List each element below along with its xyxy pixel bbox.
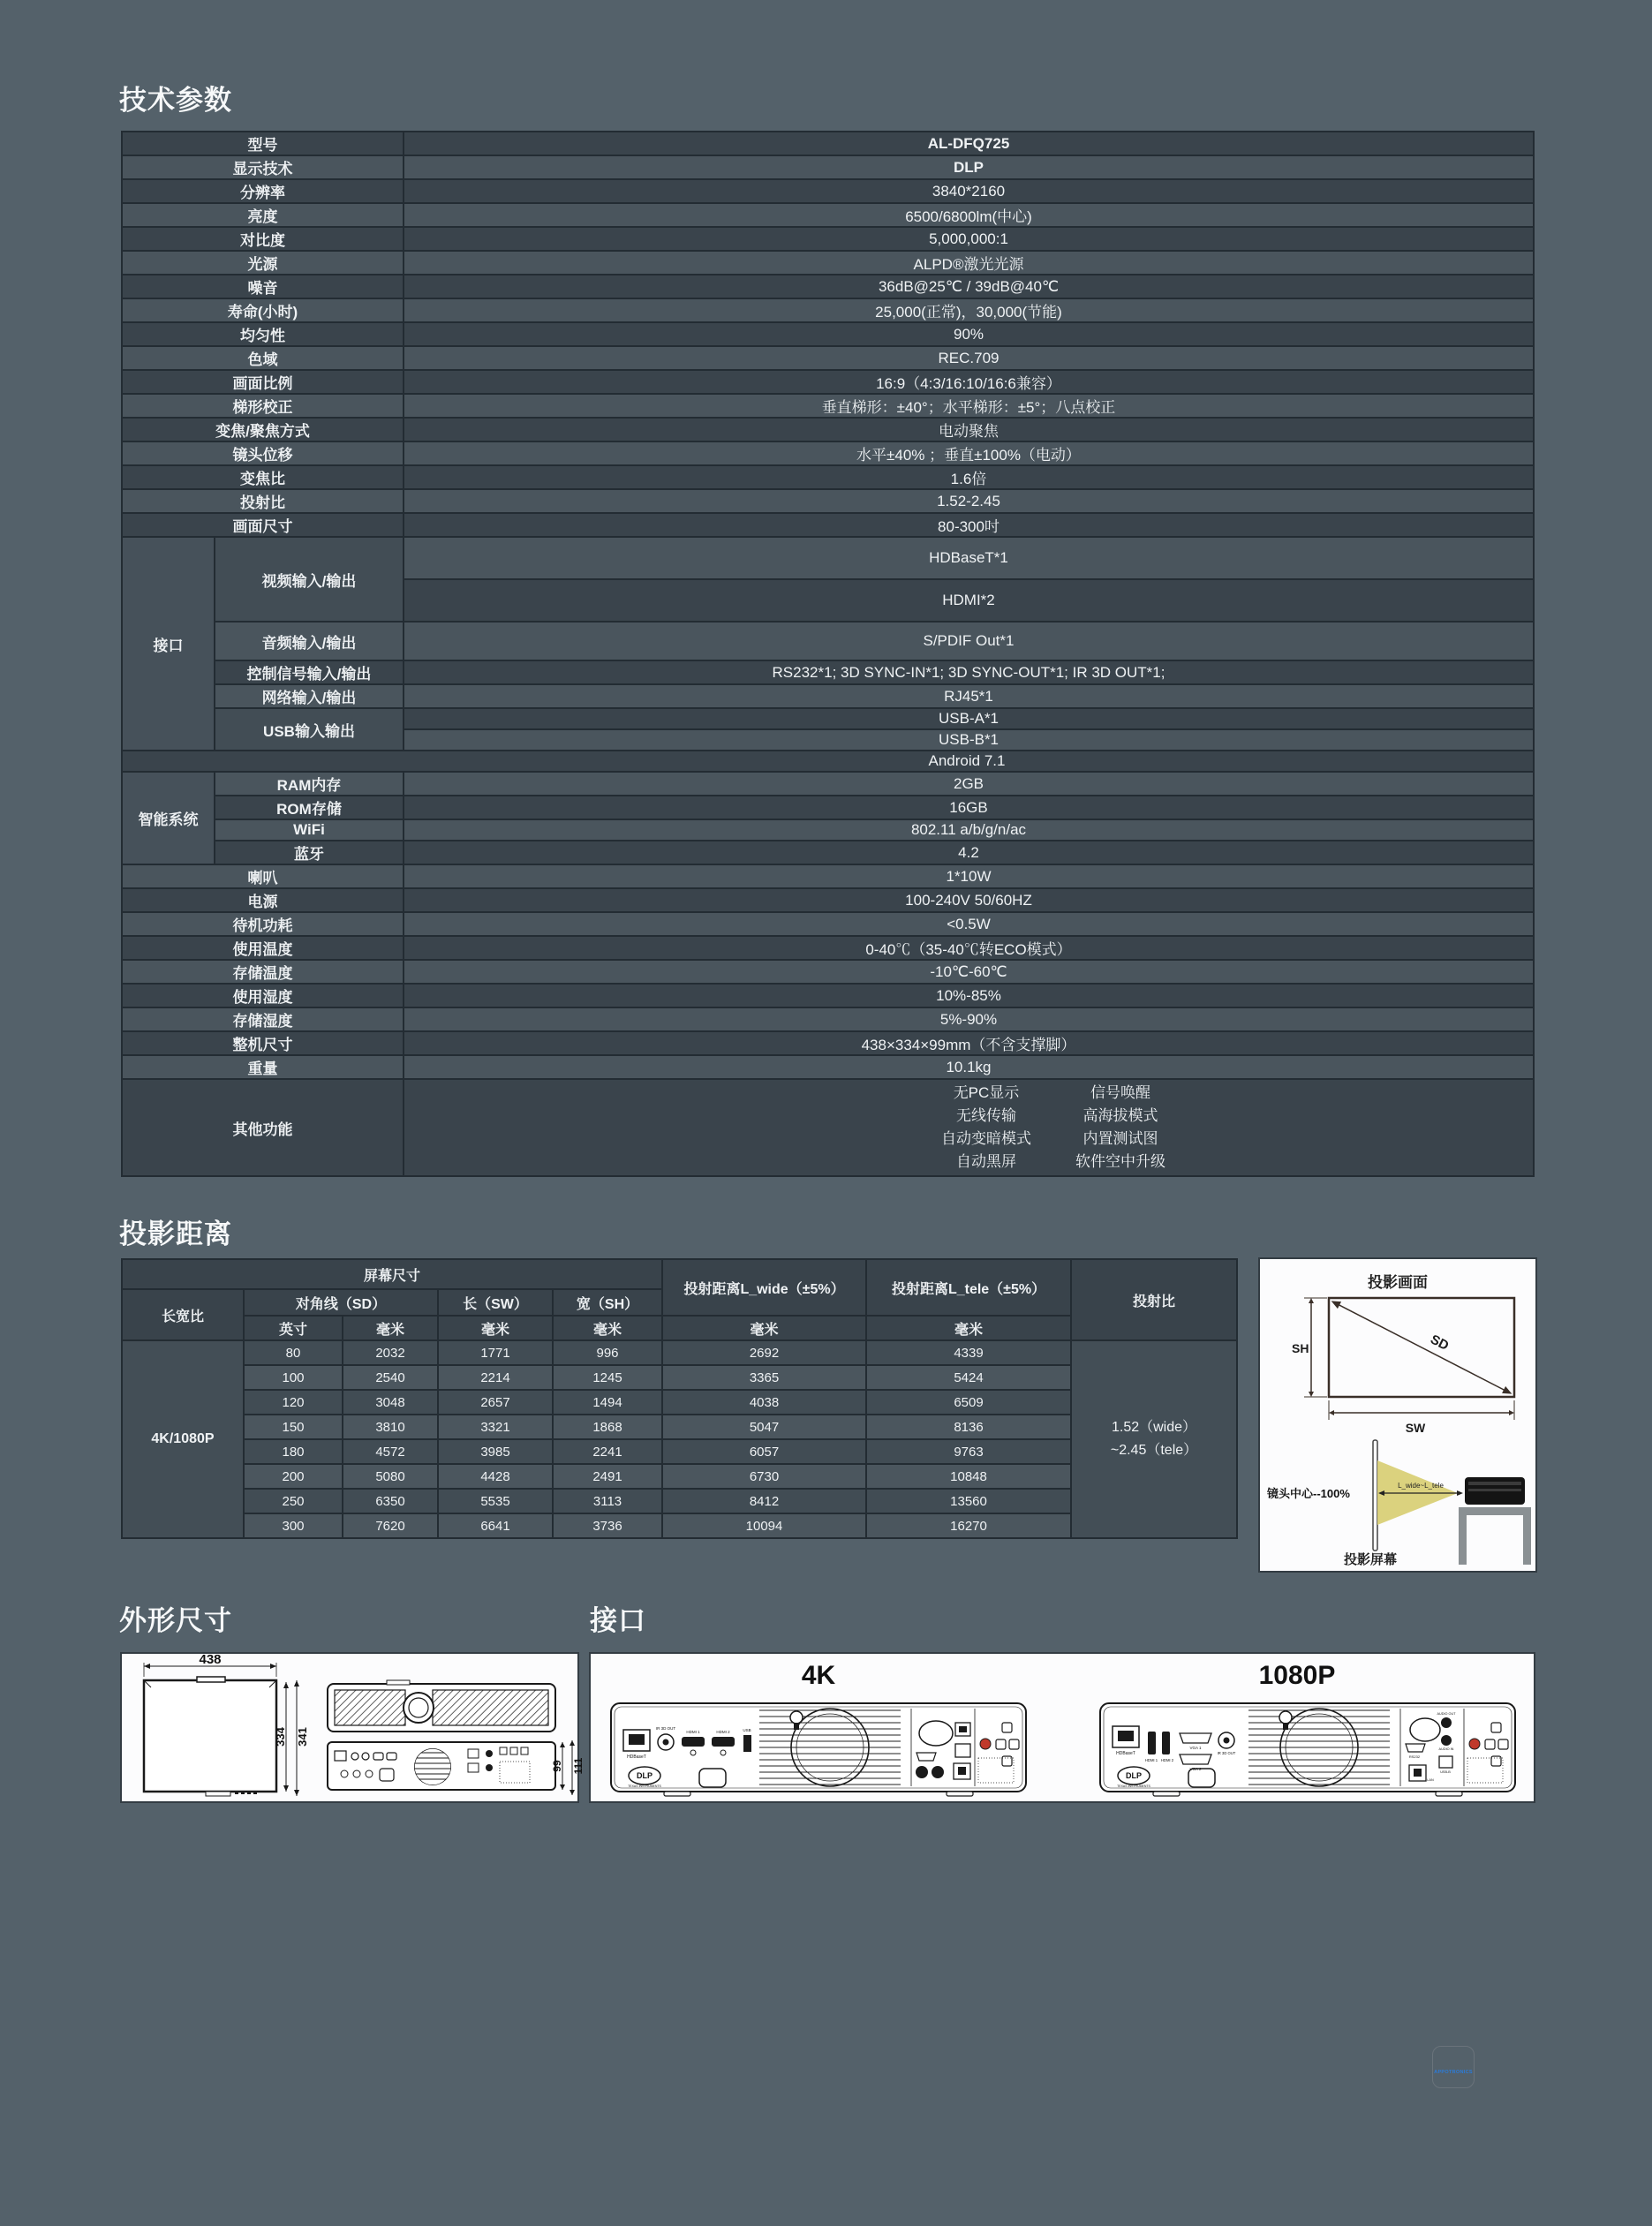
- data-cell: 5535: [438, 1489, 553, 1513]
- data-cell: 3736: [553, 1513, 662, 1538]
- data-cell: 1494: [553, 1390, 662, 1415]
- data-cell: 1245: [553, 1365, 662, 1390]
- data-cell: 6509: [866, 1390, 1071, 1415]
- table-row: [122, 622, 1534, 660]
- spec-label-cell: 显示技术: [122, 155, 404, 179]
- projection-distance-table: [121, 1258, 1238, 1539]
- data-cell: 10094: [662, 1513, 866, 1538]
- data-cell: 3365: [662, 1365, 866, 1390]
- table-row: [122, 936, 1534, 960]
- spec-value-cell: 4.2: [404, 841, 1534, 864]
- spec-value-cell: RJ45*1: [404, 684, 1534, 708]
- table-row: [122, 203, 1534, 227]
- table-row: [122, 1055, 1534, 1079]
- data-cell: 2241: [553, 1439, 662, 1464]
- spec-value-cell: 25,000(正常)，30,000(节能): [404, 298, 1534, 322]
- table-row: [122, 1365, 1237, 1390]
- dim-334-label: 334: [274, 1727, 287, 1747]
- aspect-ratio-cell: 4K/1080P: [122, 1340, 244, 1538]
- table-row: [122, 1439, 1237, 1464]
- spec-value-cell: 6500/6800lm(中心): [404, 203, 1534, 227]
- tele-distance-header: 投射距离L_tele（±5%）: [866, 1259, 1071, 1316]
- port-label: VGA 2: [1189, 1767, 1202, 1771]
- throw-ratio-tele: ~2.45（tele）: [1110, 1443, 1198, 1458]
- ti-logo: TEXAS INSTRUMENTS: [628, 1785, 661, 1788]
- wide-distance-header: 投射距离L_wide（±5%）: [662, 1259, 866, 1316]
- feature-item: 自动变暗模式: [941, 1130, 1031, 1147]
- other-functions-line: [493, 1082, 1614, 1105]
- spec-value-cell: 36dB@25℃ / 39dB@40℃: [404, 275, 1534, 298]
- data-cell: 2692: [662, 1340, 866, 1365]
- dim-99-label: 99: [551, 1760, 563, 1772]
- data-cell: 2657: [438, 1390, 553, 1415]
- port-label: HDBaseT: [1116, 1751, 1135, 1756]
- port-label: LAN: [1427, 1778, 1434, 1782]
- ports-drawing: [591, 1654, 1534, 1801]
- stand-leg: [1459, 1515, 1467, 1565]
- other-functions-cell: [404, 1079, 1534, 1176]
- data-cell: 100: [244, 1365, 343, 1390]
- table-row: [122, 1415, 1237, 1439]
- spec-value-cell: 80-300吋: [404, 513, 1534, 537]
- spec-label-cell: 梯形校正: [122, 394, 404, 418]
- spec-label-cell: 寿命(小时): [122, 298, 404, 322]
- spec-label-cell: 镜头位移: [122, 441, 404, 465]
- data-cell: 10848: [866, 1464, 1071, 1489]
- table-row: [122, 984, 1534, 1007]
- spec-value-cell: 16GB: [404, 796, 1534, 819]
- data-cell: 250: [244, 1489, 343, 1513]
- spec-sublabel-cell: USB输入输出: [215, 708, 404, 751]
- dimensions-title: 外形尺寸: [119, 1605, 232, 1636]
- data-cell: 996: [553, 1340, 662, 1365]
- table-row: [122, 155, 1534, 179]
- data-cell: 4038: [662, 1390, 866, 1415]
- data-cell: 6057: [662, 1439, 866, 1464]
- unit-header: 毫米: [662, 1316, 866, 1340]
- spec-value-cell: AL-DFQ725: [404, 132, 1534, 155]
- other-functions-line: [493, 1151, 1614, 1173]
- projection-screen-label: 投影屏幕: [1344, 1552, 1398, 1567]
- spec-value-cell: REC.709: [404, 346, 1534, 370]
- spec-label-cell: 分辨率: [122, 179, 404, 203]
- data-cell: 5080: [343, 1464, 438, 1489]
- table-row: [122, 864, 1534, 888]
- data-cell: 4428: [438, 1464, 553, 1489]
- spec-value-cell: 100-240V 50/60HZ: [404, 888, 1534, 912]
- os-value-cell: Android 7.1: [122, 751, 1534, 772]
- spec-value-cell: 16:9（4:3/16:10/16:6兼容）: [404, 370, 1534, 394]
- spec-label-cell: 电源: [122, 888, 404, 912]
- feature-item: 无线传输: [956, 1107, 1016, 1124]
- table-row: [122, 660, 1534, 684]
- data-cell: 16270: [866, 1513, 1071, 1538]
- dim-111-label: 111: [572, 1757, 585, 1775]
- data-cell: 3321: [438, 1415, 553, 1439]
- other-functions-line: [493, 1128, 1614, 1151]
- front-grille-right: [433, 1690, 548, 1725]
- port-label: RS232: [1408, 1754, 1421, 1759]
- spec-label-cell: 存储温度: [122, 960, 404, 984]
- feature-item: 自动黑屏: [956, 1153, 1016, 1170]
- spec-value-cell: 802.11 a/b/g/n/ac: [404, 819, 1534, 841]
- data-cell: 13560: [866, 1489, 1071, 1513]
- spec-label-cell: 使用温度: [122, 936, 404, 960]
- dlp-logo: DLP: [1126, 1771, 1142, 1780]
- spec-value-cell: USB-A*1: [404, 708, 1534, 729]
- lens-center-label: 镜头中心--100%: [1267, 1487, 1350, 1500]
- port-label: HDMI 1: [686, 1730, 700, 1734]
- spec-label-cell: 均匀性: [122, 322, 404, 346]
- data-cell: 2540: [343, 1365, 438, 1390]
- top-view-outline: [144, 1680, 276, 1792]
- table-row: [122, 684, 1534, 708]
- data-cell: 200: [244, 1464, 343, 1489]
- data-cell: 150: [244, 1415, 343, 1439]
- spec-label-cell: 色域: [122, 346, 404, 370]
- feature-item: 无PC显示: [953, 1084, 1020, 1101]
- data-cell: 7620: [343, 1513, 438, 1538]
- lens: [404, 1693, 434, 1723]
- table-row: [122, 322, 1534, 346]
- spec-label-cell: 存储湿度: [122, 1007, 404, 1031]
- port-label: AUDIO IN: [1438, 1747, 1454, 1751]
- spec-label-cell: 重量: [122, 1055, 404, 1079]
- port-label: VGA 1: [1189, 1746, 1202, 1750]
- spec-value-cell: 438×334×99mm（不含支撑脚）: [404, 1031, 1534, 1055]
- spec-label-cell: 对比度: [122, 227, 404, 251]
- data-cell: 300: [244, 1513, 343, 1538]
- table-row: [122, 751, 1534, 772]
- table-row: [122, 1390, 1237, 1415]
- table-row: [122, 513, 1534, 537]
- spec-sublabel-cell: ROM存储: [215, 796, 404, 819]
- table-row: [122, 227, 1534, 251]
- feature-item: 内置测试图: [1082, 1130, 1158, 1147]
- spec-value-cell: HDMI*2: [404, 579, 1534, 622]
- data-cell: 6730: [662, 1464, 866, 1489]
- projection-diagram-drawing: [1260, 1259, 1535, 1571]
- smart-system-group-label: 智能系统: [122, 772, 215, 864]
- dimensions-drawing: [122, 1652, 585, 1801]
- spec-label-cell: 变焦/聚焦方式: [122, 418, 404, 441]
- unit-header: 毫米: [343, 1316, 438, 1340]
- spec-label-cell: 画面尺寸: [122, 513, 404, 537]
- table-row: [122, 912, 1534, 936]
- projection-diagram: [1258, 1257, 1537, 1573]
- spec-label-cell: 喇叭: [122, 864, 404, 888]
- brand-logo-box: [1432, 2046, 1475, 2088]
- data-cell: 4572: [343, 1439, 438, 1464]
- spec-value-cell: 0-40℃（35-40℃转ECO模式）: [404, 936, 1534, 960]
- spec-sublabel-cell: 音频输入/输出: [215, 622, 404, 660]
- sw-label: SW: [1405, 1421, 1426, 1435]
- spec-value-cell: 1.6倍: [404, 465, 1534, 489]
- length-header: 长（SW）: [438, 1289, 553, 1316]
- spec-label-cell: 整机尺寸: [122, 1031, 404, 1055]
- spec-value-cell: 5%-90%: [404, 1007, 1534, 1031]
- spec-value-cell: ALPD®激光光源: [404, 251, 1534, 275]
- spec-value-cell: 10%-85%: [404, 984, 1534, 1007]
- data-cell: 1771: [438, 1340, 553, 1365]
- front-grille-left: [335, 1690, 405, 1725]
- spec-sublabel-cell: 控制信号输入/输出: [215, 660, 404, 684]
- data-cell: 1868: [553, 1415, 662, 1439]
- table-row: [122, 1489, 1237, 1513]
- data-cell: 5424: [866, 1365, 1071, 1390]
- data-cell: 6350: [343, 1489, 438, 1513]
- table-row: [122, 1464, 1237, 1489]
- spec-value-cell: RS232*1; 3D SYNC-IN*1; 3D SYNC-OUT*1; IR 3D OUT*1;: [404, 660, 1534, 684]
- spec-value-cell: S/PDIF Out*1: [404, 622, 1534, 660]
- data-cell: 3985: [438, 1439, 553, 1464]
- port-label: IR 3D OUT: [1217, 1751, 1236, 1755]
- spec-value-cell: 1*10W: [404, 864, 1534, 888]
- spec-label-cell: 画面比例: [122, 370, 404, 394]
- spec-sublabel-cell: 蓝牙: [215, 841, 404, 864]
- interface-group-label: 接口: [122, 537, 215, 751]
- table-row: [122, 772, 1534, 796]
- data-cell: 120: [244, 1390, 343, 1415]
- unit-header: 毫米: [553, 1316, 662, 1340]
- spec-value-cell: 2GB: [404, 772, 1534, 796]
- model-4k-label: 4K: [801, 1661, 836, 1690]
- tech-specs-table: [121, 131, 1535, 1177]
- other-functions-label: 其他功能: [122, 1079, 404, 1176]
- unit-header: 毫米: [438, 1316, 553, 1340]
- diagram-screen-title: 投影画面: [1368, 1274, 1428, 1291]
- data-cell: 2214: [438, 1365, 553, 1390]
- spec-label-cell: 待机功耗: [122, 912, 404, 936]
- table-row: [122, 298, 1534, 322]
- stand-leg: [1523, 1515, 1531, 1565]
- table-row: [122, 179, 1534, 203]
- port-label: USB: [743, 1728, 751, 1732]
- feature-item: 软件空中升级: [1075, 1153, 1165, 1170]
- data-cell: 2491: [553, 1464, 662, 1489]
- throw-ratio-cell: [1071, 1340, 1237, 1538]
- table-row: [122, 1340, 1237, 1365]
- table-row: [122, 888, 1534, 912]
- table-row: [122, 275, 1534, 298]
- table-row: [122, 960, 1534, 984]
- data-cell: 6641: [438, 1513, 553, 1538]
- port-label: AUDIO OUT: [1437, 1712, 1456, 1716]
- port-label: HDBaseT: [627, 1754, 646, 1760]
- table-row: [122, 251, 1534, 275]
- table-row: [122, 1316, 1237, 1340]
- ti-logo: TEXAS INSTRUMENTS: [1117, 1785, 1150, 1788]
- dim-438-label: 438: [199, 1652, 222, 1667]
- table-row: [122, 441, 1534, 465]
- spec-value-cell: 90%: [404, 322, 1534, 346]
- table-row: [122, 346, 1534, 370]
- data-cell: 4339: [866, 1340, 1071, 1365]
- table-row: [122, 489, 1534, 513]
- port-label: HDMI 2: [716, 1730, 730, 1734]
- table-row: [122, 537, 1534, 579]
- brand-logo-text: APPOTRONICS: [1434, 2070, 1473, 2075]
- table-row: [122, 708, 1534, 729]
- throw-ratio-wide: 1.52（wide）: [1111, 1420, 1197, 1435]
- table-row: [122, 841, 1534, 864]
- table-row: [122, 1031, 1534, 1055]
- unit-header: 英寸: [244, 1316, 343, 1340]
- data-cell: 8412: [662, 1489, 866, 1513]
- spec-value-cell: <0.5W: [404, 912, 1534, 936]
- throw-ratio-header: 投射比: [1071, 1259, 1237, 1340]
- ports-panel: [589, 1652, 1535, 1803]
- ports-4k-drawing: [611, 1703, 1026, 1796]
- spec-sublabel-cell: RAM内存: [215, 772, 404, 796]
- spec-label-cell: 使用湿度: [122, 984, 404, 1007]
- screen-bar: [1373, 1440, 1377, 1551]
- table-row: [122, 796, 1534, 819]
- spec-label-cell: 型号: [122, 132, 404, 155]
- projection-distance-title: 投影距离: [119, 1219, 232, 1249]
- table-row: [122, 1513, 1237, 1538]
- data-cell: 3810: [343, 1415, 438, 1439]
- spec-value-cell: USB-B*1: [404, 729, 1534, 751]
- spec-value-cell: 3840*2160: [404, 179, 1534, 203]
- data-cell: 5047: [662, 1415, 866, 1439]
- tech-specs-title: 技术参数: [119, 85, 232, 116]
- spec-sublabel-cell: WiFi: [215, 819, 404, 841]
- ports-title: 接口: [590, 1605, 646, 1636]
- spec-sublabel-cell: 网络输入/输出: [215, 684, 404, 708]
- dimensions-panel: [120, 1652, 585, 1803]
- feature-item: 信号唤醒: [1090, 1084, 1150, 1101]
- table-row: [122, 1007, 1534, 1031]
- model-1080p-label: 1080P: [1258, 1661, 1336, 1690]
- data-cell: 3113: [553, 1489, 662, 1513]
- spec-label-cell: 光源: [122, 251, 404, 275]
- dlp-logo: DLP: [637, 1771, 653, 1780]
- spec-label-cell: 变焦比: [122, 465, 404, 489]
- table-row: [122, 1079, 1534, 1176]
- spec-value-cell: 垂直梯形：±40°；水平梯形：±5°；八点校正: [404, 394, 1534, 418]
- screen-size-header: 屏幕尺寸: [122, 1259, 662, 1289]
- dim-341-label: 341: [296, 1727, 309, 1747]
- table-row: [122, 132, 1534, 155]
- port-label: HDMI 2: [1160, 1758, 1174, 1762]
- stand-top: [1459, 1507, 1531, 1515]
- data-cell: 80: [244, 1340, 343, 1365]
- table-row: [122, 370, 1534, 394]
- spec-label-cell: 亮度: [122, 203, 404, 227]
- diagonal-header: 对角线（SD）: [244, 1289, 438, 1316]
- table-row: [122, 418, 1534, 441]
- spec-sublabel-cell: 视频输入/输出: [215, 537, 404, 622]
- data-cell: 2032: [343, 1340, 438, 1365]
- data-cell: 180: [244, 1439, 343, 1464]
- spec-value-cell: 5,000,000:1: [404, 227, 1534, 251]
- data-cell: 3048: [343, 1390, 438, 1415]
- spec-label-cell: 噪音: [122, 275, 404, 298]
- ports-1080p-drawing: [1100, 1703, 1515, 1796]
- throw-range-label: L_wide~L_tele: [1398, 1482, 1444, 1490]
- spec-value-cell: DLP: [404, 155, 1534, 179]
- spec-label-cell: 投射比: [122, 489, 404, 513]
- spec-value-cell: 电动聚焦: [404, 418, 1534, 441]
- aspect-ratio-header: 长宽比: [122, 1289, 244, 1340]
- table-row: [122, 465, 1534, 489]
- sd-label: SD: [1428, 1332, 1452, 1354]
- width-header: 宽（SH）: [553, 1289, 662, 1316]
- port-label: HDMI 1: [1144, 1758, 1158, 1762]
- other-functions-line: [493, 1105, 1614, 1128]
- port-label: USB-B: [1440, 1770, 1451, 1774]
- data-cell: 8136: [866, 1415, 1071, 1439]
- data-cell: 9763: [866, 1439, 1071, 1464]
- spec-value-cell: HDBaseT*1: [404, 537, 1534, 579]
- sh-label: SH: [1292, 1341, 1309, 1355]
- port-label: IR 3D OUT: [655, 1726, 676, 1731]
- spec-value-cell: 10.1kg: [404, 1055, 1534, 1079]
- feature-item: 高海拔模式: [1082, 1107, 1158, 1124]
- table-row: [122, 1259, 1237, 1289]
- table-row: [122, 394, 1534, 418]
- table-row: [122, 819, 1534, 841]
- unit-header: 毫米: [866, 1316, 1071, 1340]
- spec-value-cell: -10℃-60℃: [404, 960, 1534, 984]
- diagonal-line: [1332, 1302, 1511, 1393]
- spec-value-cell: 水平±40% ；垂直±100%（电动）: [404, 441, 1534, 465]
- spec-value-cell: 1.52-2.45: [404, 489, 1534, 513]
